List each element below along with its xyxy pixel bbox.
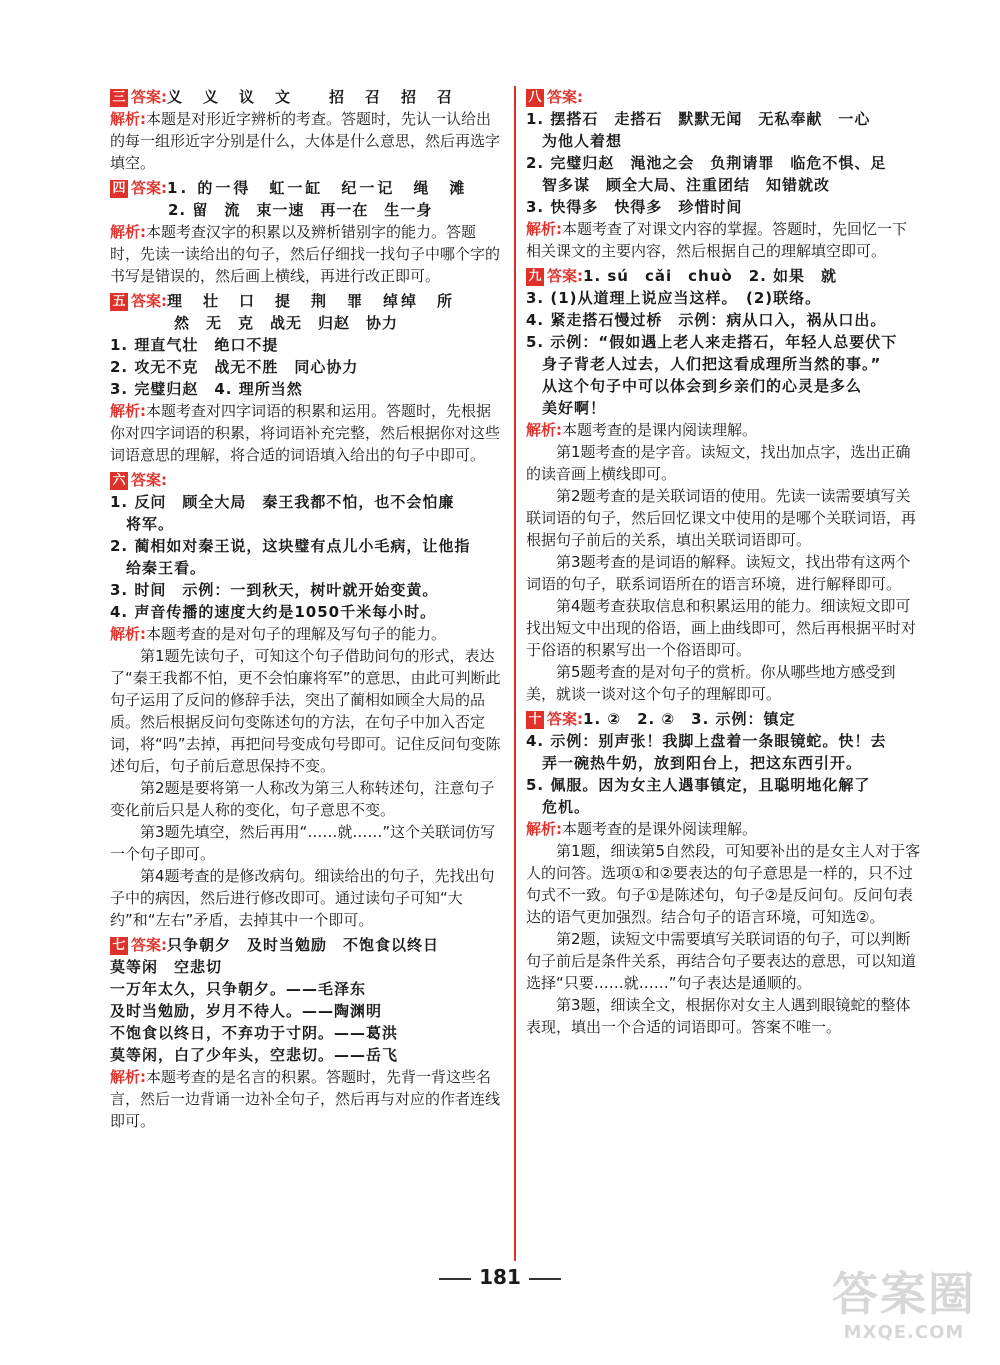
watermark-logo [820,1266,988,1356]
section-8: 八 答案: 1. 摆搭石 走搭石 默默无闻 无私奉献 一心 为他人着想 2. 完璧归赵 渑池之会 负荆请罪 临危不惧、足 智多谋 顾全大局、注重团结 知错就改 3. 快得多 快得多 珍惜时间 解析:本题考查了对课文内容的掌握。答题时，先回忆一下相关课文的主要内容，然后根据自己的理解填空即可。 [526,86,921,262]
answer-text: 莫等闲 空悲切 [110,958,223,976]
quote-line: 及时当勉励，岁月不待人。——陶渊明 [110,1002,383,1020]
answer-text: 1. sú cǎi chuò 2. 如果 就 [583,267,838,285]
answer-tag: 答案 [547,88,578,106]
footer-dash [439,1278,471,1280]
answer-tag: 答案 [131,936,162,954]
answer-item-continued: 危机。 [542,798,591,816]
quote-line: 一万年太久，只争朝夕。——毛泽东 [110,980,367,998]
analysis-text: 本题考查汉字的积累以及辨析错别字的能力。答题时，先读一读给出的句子，然后仔细找一找句子中哪个字的书写是错误的，然后画上横线，再进行改正即可。 [110,223,501,285]
watermark-title: 答案圈 [832,1267,976,1321]
analysis-text: 本题考查了对课文内容的掌握。答题时，先回忆一下相关课文的主要内容，然后根据自己的理解填空即可。 [526,220,908,260]
answer-item: 5. 示例：“假如遇上老人来走搭石，年轻人总要伏下 [526,333,898,351]
quote-line: 莫等闲，白了少年头，空悲切。——岳飞 [110,1046,399,1064]
section-5: 五 答案:理 壮 口 提 荆 罪 绰绰 所 然 无 克 战无 归赵 协力 1. 理直气壮 绝口不提 2. 攻无不克 战无不胜 同心协力 3. 完璧归赵 4. 理所当然 解析:本题考查对四字词语的积累和运用。答题时，先根据你对四字词语的积累，将词语补充完整，然后根据你对这些词语意思的理解，将合适的词语填入给出的句子中即可。 [110,292,501,464]
section-4: 四 答案:1. 的一得 虹一缸 纪一记 绳 滩 2. 留 流 束一速 再一在 生一身 解析:本题考查汉字的积累以及辨析错别字的能力。答题时，先读一读给出的句子，然后仔细找一找句子中哪个字的书写是错误的，然后画上横线，再进行改正即可。 [110,179,501,285]
analysis-paragraph: 第2题是要将第一人称改为第三人称转述句，注意句子变化前后只是人称的变化，句子意思不变。 [110,779,495,819]
analysis-text: 本题是对形近字辨析的考查。答题时，先认一认给出的每一组形近字分别是什么，大体是什么意思，然后再选字填空。 [110,110,501,172]
section-9: 九 答案:1. sú cǎi chuò 2. 如果 就 3. (1)从道理上说应当这样。 (2)联络。 4. 紧走搭石慢过桥 示例：病从口入，祸从口出。 5. 示例：“假如遇上老人来走搭石，年轻人总要伏下 身子背老人过去，人们把这看成理所当然的事。” 从这个句子中可以体会到乡亲们的心灵是多么 美好啊！ 解析:本题考查的是课内阅读理解。 第1题考查的是字音。读短文，找出加点字，选出正确的读音画上横线即可。 第2题考查的是关联词语的使用。先读一读需要填写关联词语的句子，然后回忆课文中使用的是哪个关联词语，再根据句子前后的关系，填出关联词语即可。 第3题考查的是词语的解释。读短文，找出带有这两个词语的句子，联系词语所在的语言环境，进行解释即可。 第4题考查获取信息和积累运用的能力。细读短文即可找出短文中出现的俗语，画上曲线即可，然后再根据平时对于俗语的积累写出一个俗语即可。 第5题考查的是对句子的赏析。你从哪些地方感受到美，就谈一谈对这个句子的理解即可。 [526,265,921,705]
answer-tag: 答案 [547,710,578,728]
answer-text: 然 无 克 战无 归赵 协力 [174,314,399,332]
analysis-paragraph: 第3题先填空，然后再用“……就……”这个关联词仿写一个句子即可。 [110,823,496,863]
analysis-paragraph: 第5题考查的是对句子的赏析。你从哪些地方感受到美，就谈一谈对这个句子的理解即可。 [526,663,896,703]
answer-item: 4. 声音传播的速度大约是1050千米每小时。 [110,603,437,621]
answer-item: 1. 反问 顾全大局 秦王我都不怕，也不会怕廉 [110,493,455,511]
page-number: 181 [479,1265,521,1289]
analysis-tag: 解析 [110,625,141,643]
analysis-text: 本题考查的是对句子的理解及写句子的能力。 [146,625,447,643]
analysis-tag: 解析 [526,220,557,238]
section-badge: 四 [110,180,128,198]
answer-item: 3. 时间 示例：一到秋天，树叶就开始变黄。 [110,581,439,599]
answer-item: 3. 快得多 快得多 珍惜时间 [526,198,743,216]
left-column [110,86,502,1135]
quote-line: 不饱食以终日，不弃功于寸阴。——葛洪 [110,1024,399,1042]
answer-item: 4. 示例：别声张！我脚上盘着一条眼镜蛇。快！去 [526,732,887,750]
section-10: 十 答案:1. ② 2. ② 3. 示例：镇定 4. 示例：别声张！我脚上盘着一条眼镜蛇。快！去 弄一碗热牛奶，放到阳台上，把这东西引开。 5. 佩服。因为女主人遇事镇定，且聪明地化解了 危机。 解析:本题考查的是课外阅读理解。 第1题，细读第5自然段，可知要补出的是女主人对于客人的问答。选项①和②要表达的句子意思是一样的，只不过句式不一致。句子①是陈述句，句子②是反问句。反问句表达的语气更加强烈。结合句子的语言环境，可知选②。 第2题，读短文中需要填写关联词语的句子，可以判断句子前后是条件关系，再结合句子要表达的意思，可以知道选择“只要……就……”句子表达是通顺的。 第3题，细读全文，根据你对女主人遇到眼镜蛇的整体表现，填出一个合适的词语即可。答案不唯一。 [526,710,921,1036]
answer-text: 1. ② 2. ② 3. 示例：镇定 [583,710,796,728]
analysis-paragraph: 第3题，细读全文，根据你对女主人遇到眼镜蛇的整体表现，填出一个合适的词语即可。答案不唯一。 [526,996,911,1036]
answer-tag: 答案 [131,471,162,489]
section-badge: 十 [526,711,544,729]
section-badge: 五 [110,293,128,311]
analysis-tag: 解析 [110,1068,141,1086]
answer-text: 义 义 议 文 招 召 招 召 [167,88,456,106]
answer-item: 5. 佩服。因为女主人遇事镇定，且聪明地化解了 [526,776,871,794]
answer-item: 2. 攻无不克 战无不胜 同心协力 [110,358,359,376]
analysis-paragraph: 第1题先读句子，可知这个句子借助问句的形式，表达了“秦王我都不怕，更不会怕廉将军”的意思，由此可判断此句子运用了反问的修辞手法，突出了蔺相如顾全大局的品质。然后根据反问句变陈述句的方法，在句子中加入否定词，将“吗”去掉，再把问号变成句号即可。记住反问句变陈述句后，句子前后意思保持不变。 [110,647,501,775]
answer-text: 只争朝夕 及时当勉励 不饱食以终日 [167,936,440,954]
answer-item-continued: 为他人着想 [542,132,623,150]
answer-item-continued: 美好啊！ [542,399,607,417]
analysis-tag: 解析 [110,223,141,241]
answer-item: 2. 蔺相如对秦王说，这块璧有点儿小毛病，让他指 [110,537,471,555]
analysis-paragraph: 第1题，细读第5自然段，可知要补出的是女主人对于客人的问答。选项①和②要表达的句子意思是一样的，只不过句式不一致。句子①是陈述句，句子②是反问句。反问句表达的语气更加强烈。结合句子的语言环境，可知选②。 [526,842,921,926]
section-badge: 三 [110,89,128,107]
analysis-paragraph: 第4题考查的是修改病句。细读给出的句子，先找出句子中的病因，然后进行修改即可。通过读句子可知“大约”和“左右”矛盾，去掉其中一个即可。 [110,867,495,929]
analysis-tag: 解析 [110,402,141,420]
section-badge: 八 [526,89,544,107]
answer-item-continued: 将军。 [126,515,175,533]
answer-item-continued: 身子背老人过去，人们把这看成理所当然的事。” [542,355,882,373]
answer-item-continued: 智多谋 顾全大局、注重团结 知错就改 [542,176,831,194]
answer-text: 1. 的一得 虹一缸 纪一记 绳 滩 [167,179,468,197]
section-badge: 七 [110,937,128,955]
answer-text: 理 壮 口 提 荆 罪 绰绰 所 [167,292,456,310]
section-badge: 九 [526,268,544,286]
analysis-paragraph: 第3题考查的是词语的解释。读短文，找出带有这两个词语的句子，联系词语所在的语言环境，进行解释即可。 [526,553,911,593]
section-7: 七 答案:只争朝夕 及时当勉励 不饱食以终日 莫等闲 空悲切 一万年太久，只争朝夕。——毛泽东 及时当勉励，岁月不待人。——陶渊明 不饱食以终日，不弃功于寸阴。——葛洪 莫等闲，白了少年头，空悲切。——岳飞 解析:本题考查的是名言的积累。答题时，先背一背这些名言，然后一边背诵一边补全句子，然后再与对应的作者连线即可。 [110,936,501,1130]
analysis-tag: 解析 [110,110,141,128]
answer-item-continued: 从这个句子中可以体会到乡亲们的心灵是多么 [542,377,863,395]
analysis-paragraph: 第4题考查获取信息和积累运用的能力。细读短文即可找出短文中出现的俗语，画上曲线即可，然后再根据平时对于俗语的积累写出一个俗语即可。 [526,597,917,659]
answer-item: 1. 摆搭石 走搭石 默默无闻 无私奉献 一心 [526,110,871,128]
answer-item-continued: 给秦王看。 [126,559,207,577]
answer-text: 2. 留 流 束一速 再一在 生一身 [168,201,433,219]
answer-item: 3. 完璧归赵 4. 理所当然 [110,380,303,398]
answer-item: 3. (1)从道理上说应当这样。 (2)联络。 [526,289,822,307]
answer-tag: 答案 [131,88,162,106]
analysis-paragraph: 第1题考查的是字音。读短文，找出加点字，选出正确的读音画上横线即可。 [526,443,911,483]
section-3: 三 答案:义 义 议 文 招 召 招 召 解析:本题是对形近字辨析的考查。答题时，先认一认给出的每一组形近字分别是什么，大体是什么意思，然后再选字填空。 [110,88,501,172]
analysis-paragraph: 第2题，读短文中需要填写关联词语的句子，可以判断句子前后是条件关系，再结合句子要表达的意思，可以知道选择“只要……就……”句子表达是通顺的。 [526,930,917,992]
answer-item-continued: 弄一碗热牛奶，放到阳台上，把这东西引开。 [542,754,863,772]
column-divider [514,86,516,1261]
analysis-text: 本题考查对四字词语的积累和运用。答题时，先根据你对四字词语的积累，将词语补充完整，然后根据你对这些词语意思的理解，将合适的词语填入给出的句子中即可。 [110,402,501,464]
section-6: 六 答案: 1. 反问 顾全大局 秦王我都不怕，也不会怕廉 将军。 2. 蔺相如对秦王说，这块璧有点儿小毛病，让他指 给秦王看。 3. 时间 示例：一到秋天，树叶就开始变黄。 4. 声音传播的速度大约是1050千米每小时。 解析:本题考查的是对句子的理解及写句子的能力。 第1题先读句子，可知这个句子借助问句的形式，表达了“秦王我都不怕，更不会怕廉将军”的意思，由此可判断此句子运用了反问的修辞手法，突出了蔺相如顾全大局的品质。然后根据反问句变陈述句的方法，在句子中加入否定词，将“吗”去掉，再把问号变成句号即可。记住反问句变陈述句后，句子前后意思保持不变。 第2题是要将第一人称改为第三人称转述句，注意句子变化前后只是人称的变化，句子意思不变。 第3题先填空，然后再用“……就……”这个关联词仿写一个句子即可。 第4题考查的是修改病句。细读给出的句子，先找出句子中的病因，然后进行修改即可。通过读句子可知“大约”和“左右”矛盾，去掉其中一个即可。 [110,471,501,929]
analysis-text: 本题考查的是名言的积累。答题时，先背一背这些名言，然后一边背诵一边补全句子，然后再与对应的作者连线即可。 [110,1068,501,1130]
watermark-url: MXQE.COM [843,1322,965,1343]
answer-item: 2. 完璧归赵 渑池之会 负荆请罪 临危不惧、足 [526,154,887,172]
footer-dash [529,1278,561,1280]
analysis-paragraph: 第2题考查的是关联词语的使用。先读一读需要填写关联词语的句子，然后回忆课文中使用的是哪个关联词语，再根据句子前后的关系，填出关联词语即可。 [526,487,917,549]
section-badge: 六 [110,472,128,490]
analysis-text: 本题考查的是课内阅读理解。 [562,421,758,439]
analysis-tag: 解析 [526,820,557,838]
analysis-text: 本题考查的是课外阅读理解。 [562,820,758,838]
right-column [526,86,921,1041]
answer-tag: 答案 [131,179,162,197]
answer-tag: 答案 [547,267,578,285]
answer-tag: 答案 [131,292,162,310]
answer-item: 4. 紧走搭石慢过桥 示例：病从口入，祸从口出。 [526,311,887,329]
analysis-tag: 解析 [526,421,557,439]
answer-item: 1. 理直气壮 绝口不提 [110,336,279,354]
